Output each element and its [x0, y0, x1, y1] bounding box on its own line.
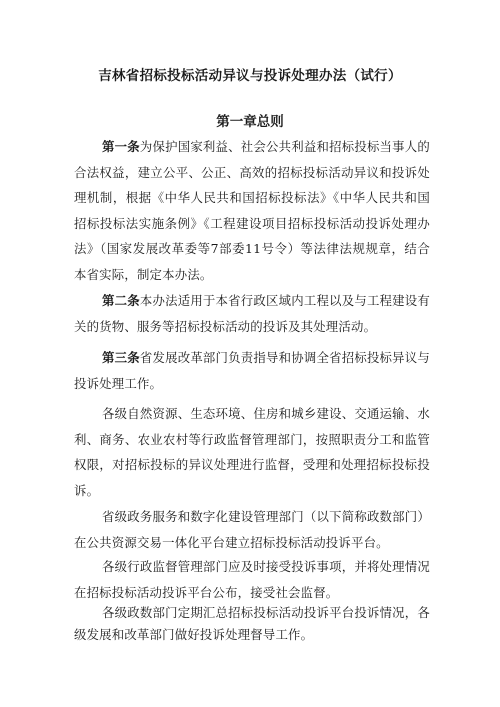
- paragraph-text: 省发展改革部门负责指导和协调全省招标投标异议与投诉处理工作。: [74, 350, 430, 391]
- paragraph: [74, 602, 430, 646]
- paragraph: [74, 504, 430, 555]
- paragraph-article-2: [74, 288, 430, 339]
- paragraph: [74, 401, 430, 503]
- article-number: 第三条: [102, 350, 140, 365]
- article-number: 第一条: [102, 139, 140, 154]
- paragraph-text: 各级自然资源、生态环境、住房和城乡建设、交通运输、水利、商务、农业农村等行政监督管理部门，按照职责分工和监管权限，对招标投标的异议处理进行监督，受理和处理招标投标投诉。: [74, 406, 430, 498]
- paragraph-text: 为保护国家利益、社会公共利益和招标投标当事人的合法权益，建立公平、公正、高效的招标投标活动异议和投诉处理机制，根据《中华人民共和国招标投标法》《中华人民共和国招标投标法实施条例》《工程建设项目招标投标活动投诉处理办法》（国家发展改革委等7部委11号令）等法律法规规章，结合本省实际，制定本办法。: [74, 139, 430, 282]
- paragraph-article-3: [74, 345, 430, 396]
- paragraph-text: 本办法适用于本省行政区域内工程以及与工程建设有关的货物、服务等招标投标活动的投诉及其处理活动。: [74, 293, 430, 334]
- paragraph-text: 省级政务服务和数字化建设管理部门（以下简称政数部门）在公共资源交易一体化平台建立招标投标活动投诉平台。: [74, 509, 430, 550]
- document-title: 吉林省招标投标活动异议与投诉处理办法（试行）: [98, 68, 402, 84]
- chapter-title: 第一章总则: [216, 114, 284, 130]
- paragraph-article-1: [74, 134, 430, 287]
- paragraph-text: 各级行政监督管理部门应及时接受投诉事项，并将处理情况在招标投标活动投诉平台公布，接受社会监督。: [74, 559, 430, 600]
- paragraph: [74, 554, 430, 605]
- paragraph-text: 各级政数部门定期汇总招标投标活动投诉平台投诉情况，各级发展和改革部门做好投诉处理督导工作。: [74, 605, 430, 642]
- article-number: 第二条: [102, 293, 140, 308]
